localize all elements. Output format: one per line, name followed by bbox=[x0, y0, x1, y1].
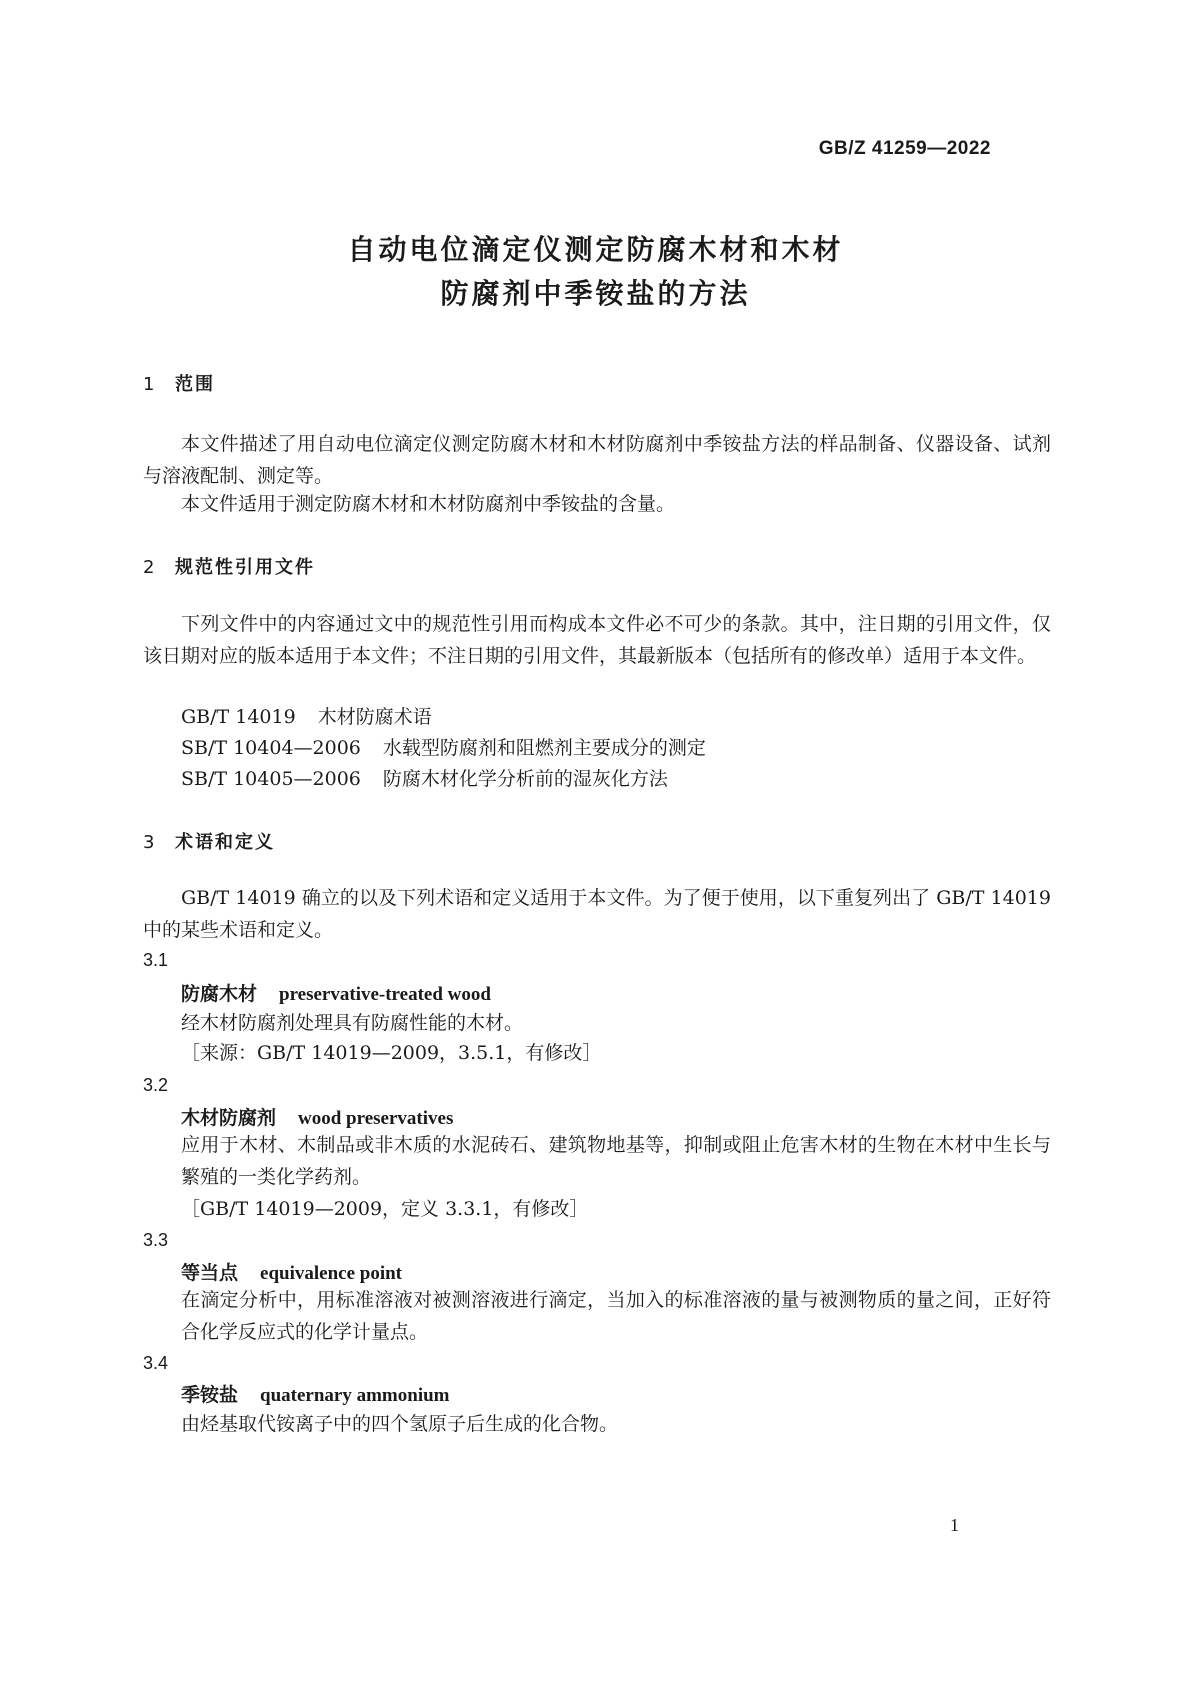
term-definition: 经木材防腐剂处理具有防腐性能的木材。 bbox=[181, 1012, 524, 1034]
document-title-line-1: 自动电位滴定仪测定防腐木材和木材 bbox=[347, 233, 844, 266]
term-entry bbox=[181, 1380, 450, 1407]
term-english: preservative-treated wood bbox=[279, 984, 491, 1005]
term-chinese: 木材防腐剂 bbox=[181, 1107, 277, 1129]
term-english: quaternary ammonium bbox=[260, 1385, 450, 1406]
clause-number: 3.2 bbox=[143, 1075, 169, 1095]
section-heading-scope bbox=[143, 370, 215, 396]
normative-intro-paragraph: 下列文件中的内容通过文中的规范性引用而构成本文件必不可少的条款。其中，注日期的引用文件，仅该日期对应的版本适用于本文件；不注日期的引用文件，其最新版本（包括所有的修改单）适用于本文件。 bbox=[143, 613, 1051, 667]
reference-title: 防腐木材化学分析前的湿灰化方法 bbox=[382, 768, 668, 790]
term-definition: 应用于木材、木制品或非木质的水泥砖石、建筑物地基等，抑制或阻止危害木材的生物在木材中生长与繁殖的一类化学药剂。 bbox=[181, 1134, 1051, 1188]
standard-code: GB/Z 41259—2022 bbox=[818, 138, 991, 159]
reference-code: GB/T 14019 bbox=[181, 706, 296, 728]
reference-item bbox=[181, 702, 432, 732]
section-title: 规范性引用文件 bbox=[175, 557, 315, 578]
page-number: 1 bbox=[950, 1515, 959, 1535]
term-entry bbox=[181, 979, 491, 1006]
document-title-line-2: 防腐剂中季铵盐的方法 bbox=[440, 277, 751, 310]
reference-code: SB/T 10404—2006 bbox=[181, 737, 361, 759]
clause-number: 3.1 bbox=[143, 950, 169, 970]
section-heading-normative-references bbox=[143, 553, 315, 579]
reference-title: 木材防腐术语 bbox=[317, 706, 432, 728]
section-title: 术语和定义 bbox=[175, 832, 275, 853]
term-entry bbox=[181, 1258, 402, 1285]
section-number: 1 bbox=[143, 374, 157, 395]
term-english: wood preservatives bbox=[298, 1108, 454, 1129]
term-entry bbox=[181, 1103, 453, 1130]
term-chinese: 防腐木材 bbox=[181, 983, 258, 1005]
reference-item bbox=[181, 764, 668, 794]
terms-intro-paragraph: GB/T 14019 确立的以及下列术语和定义适用于本文件。为了便于使用，以下重复列出了 GB/T 14019 中的某些术语和定义。 bbox=[143, 887, 1051, 941]
reference-item bbox=[181, 733, 706, 763]
term-source: ［GB/T 14019—2009，定义 3.3.1，有修改］ bbox=[181, 1198, 589, 1220]
clause-number: 3.3 bbox=[143, 1230, 169, 1250]
term-definition: 由烃基取代铵离子中的四个氢原子后生成的化合物。 bbox=[181, 1413, 619, 1435]
scope-paragraph-1: 本文件描述了用自动电位滴定仪测定防腐木材和木材防腐剂中季铵盐方法的样品制备、仪器设备、试剂与溶液配制、测定等。 bbox=[143, 433, 1051, 487]
term-chinese: 等当点 bbox=[181, 1262, 239, 1284]
section-heading-terms-definitions bbox=[143, 828, 275, 854]
reference-code: SB/T 10405—2006 bbox=[181, 768, 361, 790]
section-number: 3 bbox=[143, 832, 157, 853]
reference-title: 水载型防腐剂和阻燃剂主要成分的测定 bbox=[382, 737, 706, 759]
term-english: equivalence point bbox=[260, 1263, 402, 1284]
term-source: ［来源：GB/T 14019—2009，3.5.1，有修改］ bbox=[181, 1042, 602, 1064]
scope-paragraph-2: 本文件适用于测定防腐木材和木材防腐剂中季铵盐的含量。 bbox=[181, 493, 676, 515]
section-number: 2 bbox=[143, 557, 157, 578]
term-definition: 在滴定分析中，用标准溶液对被测溶液进行滴定，当加入的标准溶液的量与被测物质的量之间，正好符合化学反应式的化学计量点。 bbox=[181, 1289, 1051, 1343]
section-title: 范围 bbox=[175, 374, 215, 395]
term-chinese: 季铵盐 bbox=[181, 1384, 239, 1406]
clause-number: 3.4 bbox=[143, 1353, 169, 1373]
